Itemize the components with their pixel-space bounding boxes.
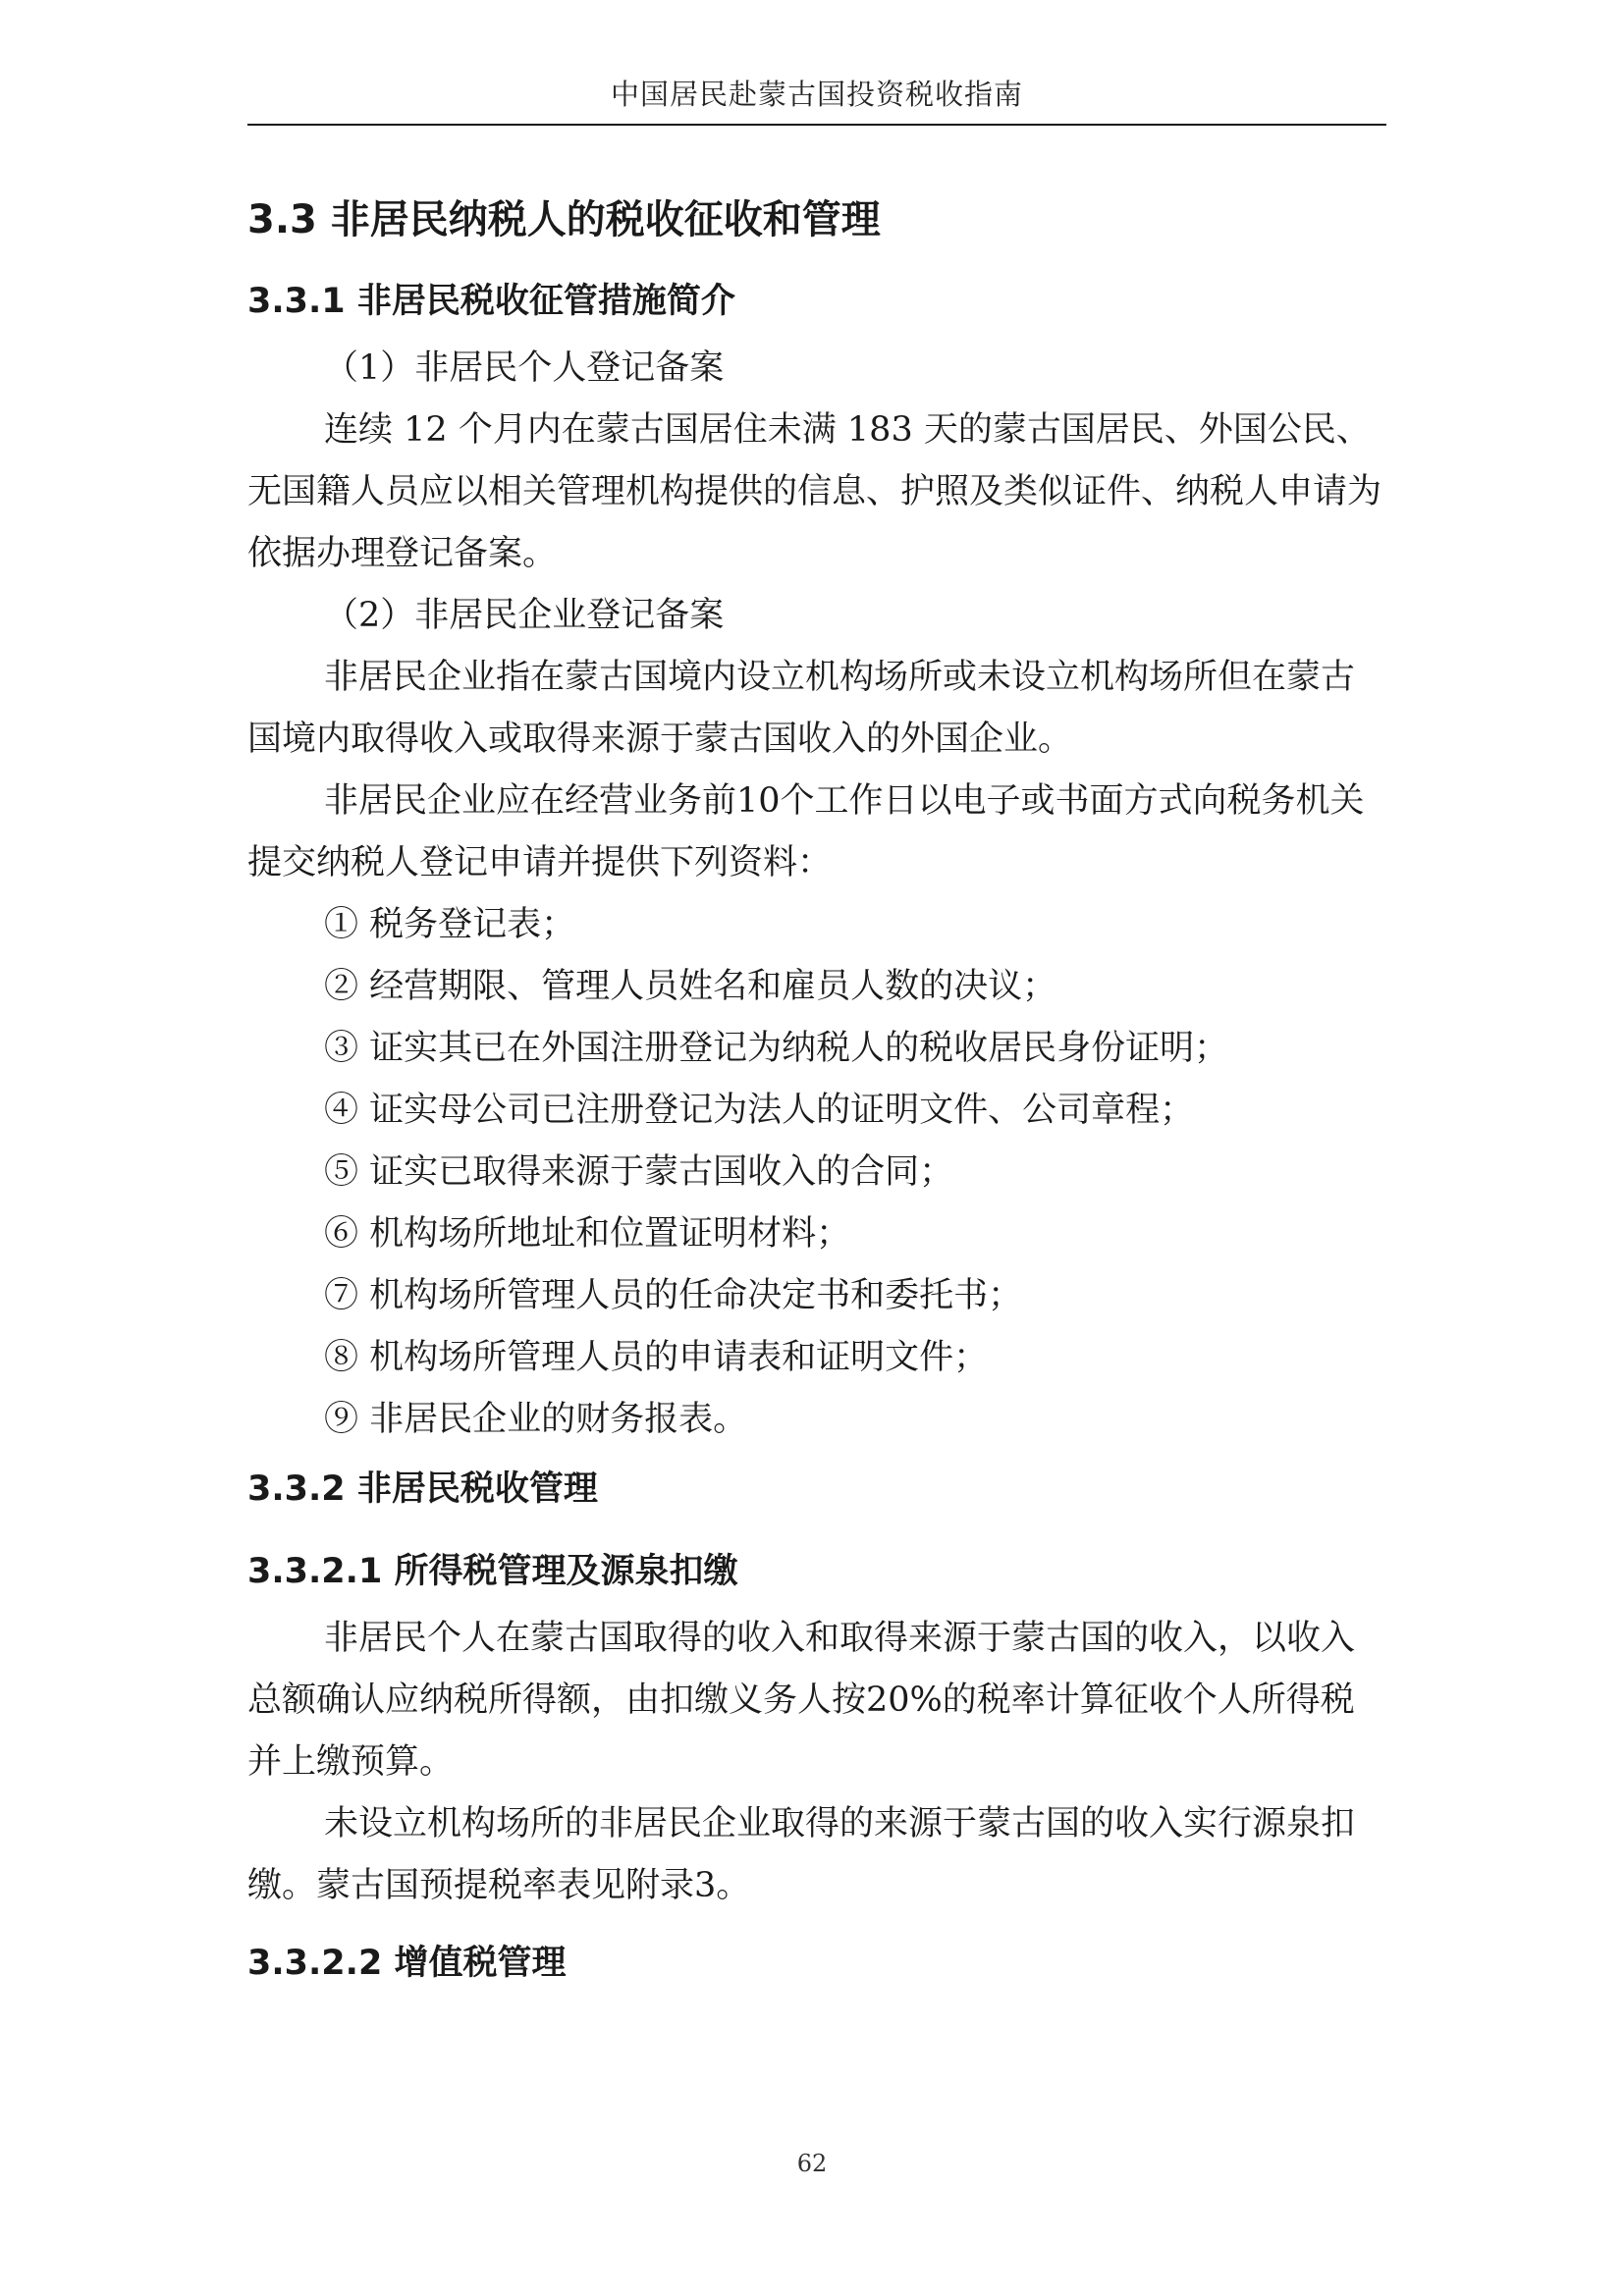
list-item: ⑨ 非居民企业的财务报表。 [324,1400,748,1439]
paragraph-withholding: 未设立机构场所的非居民企业取得的来源于蒙古国的收入实行源泉扣缴。蒙古国预提税率表见附录3。 [247,1804,1356,1905]
list-item: ⑥ 机构场所地址和位置证明材料； [324,1214,851,1254]
list-item: ① 税务登记表； [324,905,576,944]
subheading-enterprise-registration: （2）非居民企业登记备案 [324,596,725,635]
section-heading-3-3-2-1: 3.3.2.1 所得税管理及源泉扣缴 [247,1552,738,1591]
required-documents-list [247,894,1386,1451]
list-item: ⑦ 机构场所管理人员的任命决定书和委托书； [324,1276,1023,1315]
section-heading-3-3-2: 3.3.2 非居民税收管理 [247,1469,598,1509]
section-heading-3-3-1: 3.3.1 非居民税收征管措施简介 [247,282,735,321]
page-number: 62 [796,2150,828,2177]
running-header: 中国居民赴蒙古国投资税收指南 [610,78,1023,111]
paragraph-enterprise-documents: 非居民企业应在经营业务前10个工作日以电子或书面方式向税务机关提交纳税人登记申请并提供下列资料： [247,781,1365,882]
section-heading-3-3-2-2: 3.3.2.2 增值税管理 [247,1944,567,1983]
list-item: ② 经营期限、管理人员姓名和雇员人数的决议； [324,967,1057,1006]
list-item: ④ 证实母公司已注册登记为法人的证明文件、公司章程； [324,1091,1195,1130]
paragraph-individual-registration: 连续 12 个月内在蒙古国居住未满 183 天的蒙古国居民、外国公民、无国籍人员应以相关管理机构提供的信息、护照及类似证件、纳税人申请为依据办理登记备案。 [247,410,1382,573]
paragraph-enterprise-definition: 非居民企业指在蒙古国境内设立机构场所或未设立机构场所但在蒙古国境内取得收入或取得来源于蒙古国收入的外国企业。 [247,658,1356,759]
header-divider [247,124,1386,126]
list-item: ③ 证实其已在外国注册登记为纳税人的税收居民身份证明； [324,1029,1229,1068]
paragraph-income-tax: 非居民个人在蒙古国取得的收入和取得来源于蒙古国的收入，以收入总额确认应纳税所得额，由扣缴义务人按20%的税率计算征收个人所得税并上缴预算。 [247,1619,1356,1782]
document-body [247,192,1386,2000]
list-item: ⑧ 机构场所管理人员的申请表和证明文件； [324,1338,989,1377]
subheading-individual-registration: （1）非居民个人登记备案 [324,348,725,388]
list-item: ⑤ 证实已取得来源于蒙古国收入的合同； [324,1152,954,1192]
section-heading-3-3: 3.3 非居民纳税人的税收征收和管理 [247,197,881,242]
